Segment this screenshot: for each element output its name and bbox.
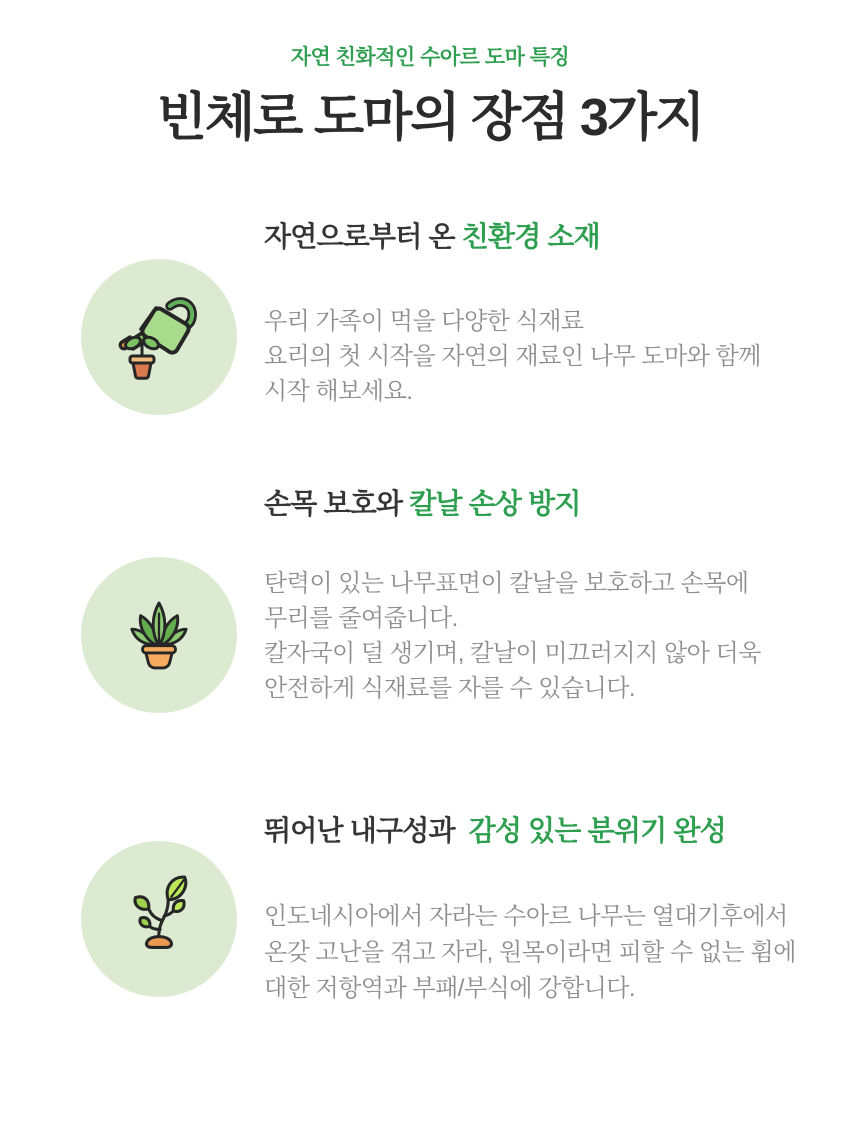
feature-title-green: 감성 있는 분위기 완성 [461,815,726,846]
feature-title-dark: 자연으로부터 온 [264,221,462,252]
icon-badge [81,259,237,415]
body-line: 온갖 고난을 겪고 자라, 원목이라면 피할 수 없는 휨에 [264,939,796,966]
feature-title [264,220,824,254]
feature-title-green: 칼날 손상 방지 [409,488,581,519]
feature-title [264,814,824,848]
body-line: 탄력이 있는 나무표면이 칼날을 보호하고 손목에 [264,570,749,597]
body-line: 우리 가족이 먹을 다양한 식재료 [264,308,584,335]
feature-title-dark: 뛰어난 내구성과 [264,815,462,846]
body-line: 안전하게 식재료를 자를 수 있습니다. [264,675,636,702]
feature-body [264,899,824,1007]
potted-plant-icon [128,599,190,671]
body-line: 요리의 첫 시작을 자연의 재료인 나무 도마와 함께 [264,343,761,370]
icon-badge [81,841,237,997]
body-line: 인도네시아에서 자라는 수아르 나무는 열대기후에서 [264,903,788,930]
seedling-icon [127,873,191,951]
body-line: 칼자국이 덜 생기며, 칼날이 미끄러지지 않아 더욱 [264,640,761,667]
body-line: 시작 해보세요. [264,378,413,405]
icon-badge [81,557,237,713]
feature-title-green: 친환경 소재 [461,221,600,252]
feature-body [264,304,824,409]
body-line: 무리를 줄여줍니다. [264,605,458,632]
feature-title [264,487,824,521]
page-title: 빈체로 도마의 장점 3가지 [156,89,704,147]
watering-can-icon [116,287,202,381]
feature-body [264,566,824,706]
body-line: 대한 저항역과 부패/부식에 강합니다. [264,975,636,1002]
eyebrow-label: 자연 친화적인 수아르 도마 특징 [290,46,570,69]
feature-title-dark: 손목 보호와 [264,488,410,519]
